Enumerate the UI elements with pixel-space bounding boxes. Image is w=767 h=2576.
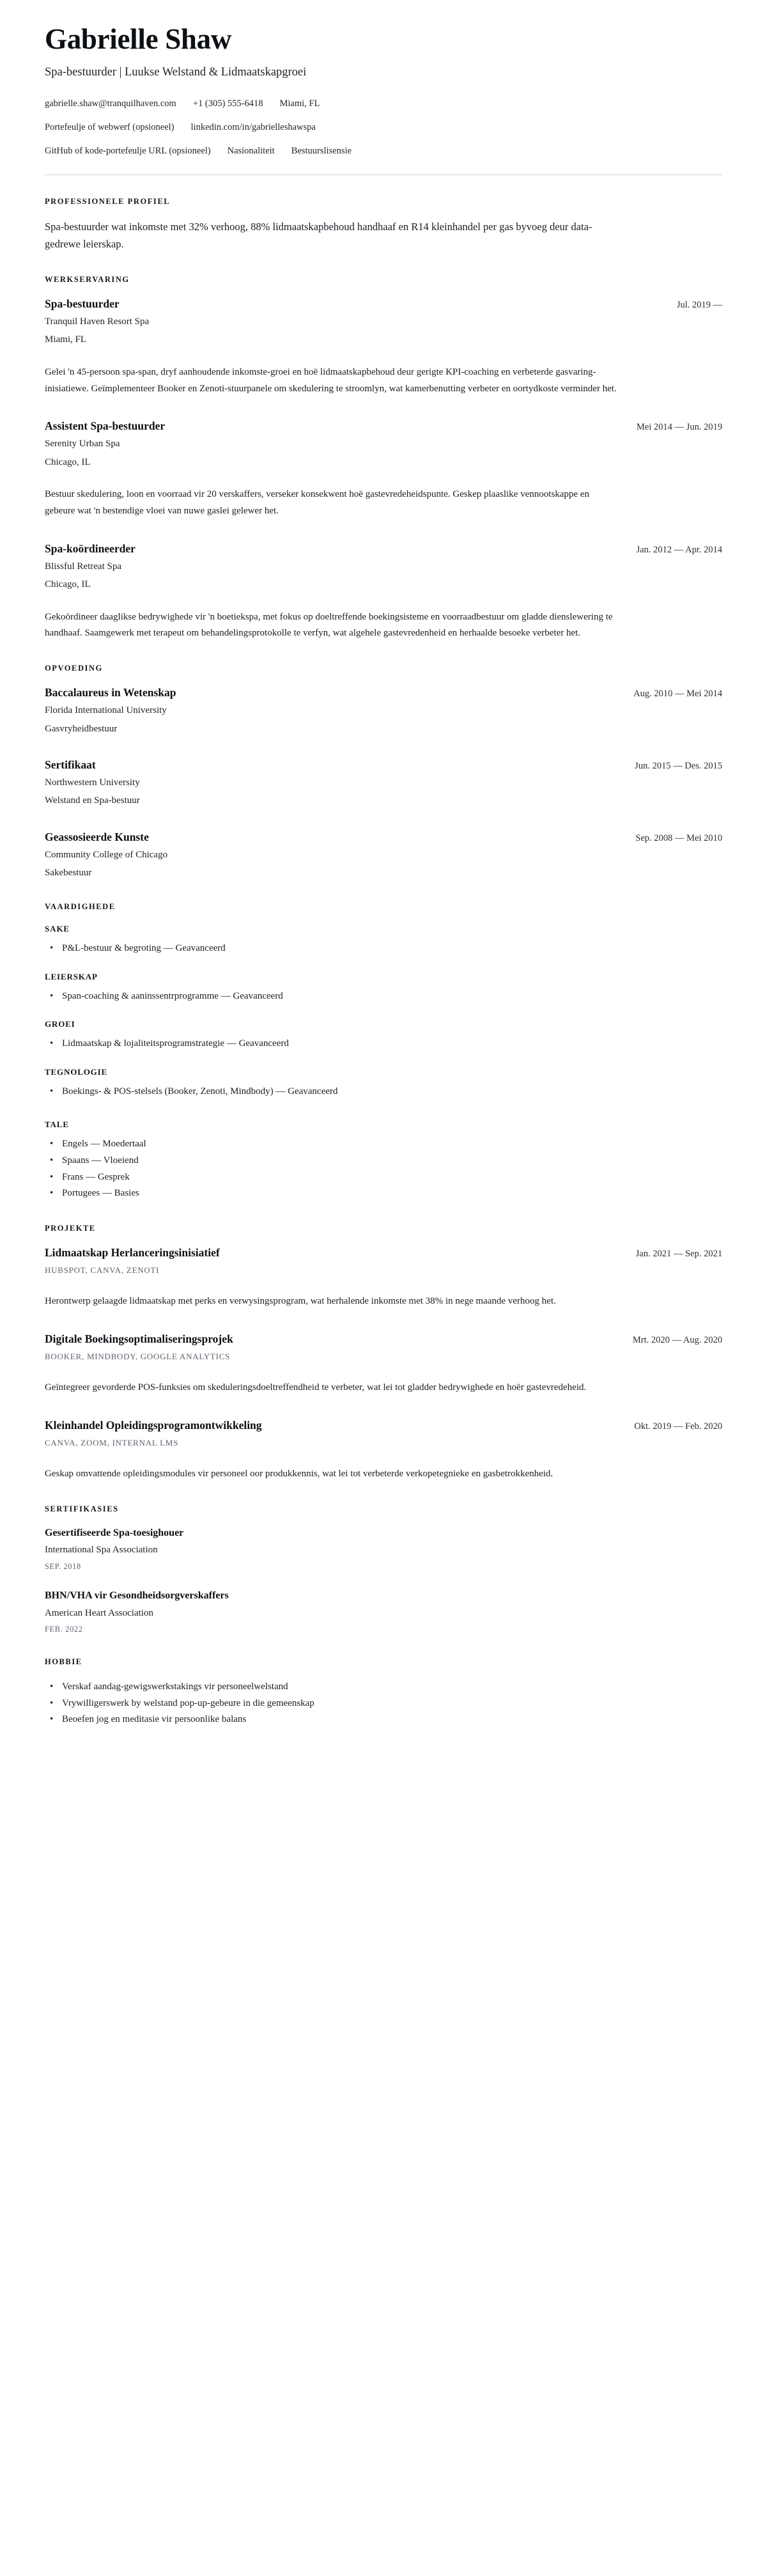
contact-row — [45, 97, 722, 111]
project-entry — [45, 1245, 722, 1310]
resume-header — [45, 24, 722, 158]
education-school: Florida International University — [45, 705, 167, 716]
experience-description: Bestuur skedulering, loon en voorraad vir 20 verskaffers, verseker konsekwent hoë gastevredeheidspunte. Geskep plaaslike vennootskappe en gebeure wat 'n bestendige vloei van nuwe gaslei gelewer het. — [45, 489, 589, 516]
skills-item-list — [45, 1036, 722, 1052]
section-title-hobbies: HOBBIE — [45, 1657, 82, 1666]
experience-entry-head — [45, 419, 722, 433]
experience-company: Blissful Retreat Spa — [45, 561, 121, 572]
education-field: Gasvryheidbestuur — [45, 723, 118, 734]
project-entry-head — [45, 1418, 722, 1433]
skills-group-title: SAKE — [45, 923, 70, 933]
language-item: • Portugees — Basies — [45, 1185, 722, 1202]
skills-item-list — [45, 1084, 722, 1100]
section-projects — [45, 1224, 722, 1482]
experience-location: Chicago, IL — [45, 457, 91, 467]
education-entry — [45, 758, 722, 808]
skills-groups — [45, 924, 722, 1100]
skills-group-title-languages: TALE — [45, 1119, 69, 1129]
skills-item: • Boekings- & POS-stelsels (Booker, Zenoti, Mindbody) — Geavanceerd — [45, 1084, 722, 1100]
project-description: Geïntegreer gevorderde POS-funksies om skeduleringsdoeltreffendheid te verbeter, wat lei tot gladder bedrywighede en hoër gastevredeheid. — [45, 1382, 587, 1393]
certification-name: BHN/VHA vir Gesondheidsorgverskaffers — [45, 1590, 229, 1602]
certifications-list — [45, 1526, 722, 1635]
experience-role: Spa-koördineerder — [45, 542, 136, 555]
education-date: Sep. 2008 — Mei 2010 — [635, 832, 722, 843]
skills-group-title: LEIERSKAP — [45, 971, 98, 981]
contact-item[interactable]: Bestuurslisensie — [291, 145, 352, 156]
contact-row — [45, 121, 722, 135]
projects-list — [45, 1245, 722, 1482]
education-school: Northwestern University — [45, 777, 140, 788]
education-entry-head — [45, 685, 722, 700]
project-date: Mrt. 2020 — Aug. 2020 — [632, 1334, 722, 1345]
section-title-certifications: SERTIFIKASIES — [45, 1504, 119, 1513]
contact-item[interactable]: Portefeulje of webwerf (opsioneel) — [45, 121, 174, 132]
languages-block — [45, 1120, 722, 1202]
profile-summary-text: Spa-bestuurder wat inkomste met 32% verhoog, 88% lidmaatskapbehoud handhaaf en R14 kleinhandel per gas byvoeg deur data-gedrewe leierskap. — [45, 221, 593, 251]
education-entry — [45, 685, 722, 736]
contact-item[interactable]: Nasionaliteit — [227, 145, 275, 156]
section-title-experience: WERKSERVARING — [45, 274, 130, 284]
project-tags: HUBSPOT, CANVA, ZENOTI — [45, 1265, 160, 1275]
contact-item[interactable]: Miami, FL — [279, 98, 320, 109]
experience-company: Tranquil Haven Resort Spa — [45, 316, 150, 327]
contact-item[interactable]: GitHub of kode-portefeulje URL (opsioneel) — [45, 145, 211, 156]
skills-item-list — [45, 941, 722, 957]
project-description: Herontwerp gelaagde lidmaatskap met perks en verwysingsprogram, wat herhalende inkomste met 38% in nege maande verhoog het. — [45, 1296, 556, 1307]
hobby-list — [45, 1679, 722, 1728]
project-name: Kleinhandel Opleidingsprogramontwikkeling — [45, 1418, 262, 1432]
project-entry — [45, 1418, 722, 1483]
experience-role: Assistent Spa-bestuurder — [45, 419, 166, 433]
section-title-education: OPVOEDING — [45, 664, 103, 673]
education-date: Aug. 2010 — Mei 2014 — [633, 689, 722, 699]
contact-item[interactable]: +1 (305) 555-6418 — [192, 98, 263, 109]
certification-entry — [45, 1589, 722, 1635]
contact-item[interactable]: gabrielle.shaw@tranquilhaven.com — [45, 98, 176, 109]
project-name: Digitale Boekingsoptimaliseringsprojek — [45, 1332, 233, 1345]
experience-description: Gelei 'n 45-persoon spa-span, dryf aanhoudende inkomste-groei en hoë lidmaatskapbehoud deur gerigte KPI-coaching en verbeterde gasvaring-inisiatiewe. Geïmplementeer Booker en Zenoti-stuurpanele om skedulering te stroomlyn, wat kamerbenutting verbeter en oortydkoste verminder het. — [45, 366, 617, 394]
experience-description: Gekoördineer daaglikse bedrywighede vir 'n boetiekspa, met fokus op doeltreffende boekingsisteme en voorraadbestuur om gladde dienslewering te handhaaf. Saamgewerk met terapeut om behandelingsprotokolle te verfyn, wat algehele gastevredenheid en herhaalde besoeke verbeter het. — [45, 611, 613, 639]
hobby-item: • Verskaf aandag-gewigswerkstakings vir personeelwelstand — [45, 1679, 722, 1696]
education-list — [45, 685, 722, 880]
project-description: Geskap omvattende opleidingsmodules vir personeel oor produkkennis, wat lei tot verbeterde verkopetegnieke en gasbetrokkenheid. — [45, 1468, 554, 1479]
candidate-headline: Spa-bestuurder | Luukse Welstand & Lidmaatskapgroei — [45, 66, 307, 79]
education-field: Sakebestuur — [45, 868, 92, 878]
skills-group — [45, 972, 722, 1005]
contact-row — [45, 144, 722, 159]
skills-group — [45, 1067, 722, 1100]
experience-entry — [45, 419, 722, 519]
hobby-item: • Vrywilligerswerk by welstand pop-up-gebeure in die gemeenskap — [45, 1696, 722, 1712]
experience-location: Chicago, IL — [45, 579, 91, 590]
skills-group — [45, 1019, 722, 1052]
project-date: Jan. 2021 — Sep. 2021 — [635, 1249, 722, 1260]
project-tags: CANVA, ZOOM, INTERNAL LMS — [45, 1437, 179, 1448]
project-tags: BOOKER, MINDBODY, GOOGLE ANALYTICS — [45, 1351, 231, 1361]
education-school: Community College of Chicago — [45, 849, 168, 860]
section-title-profile: PROFESSIONELE PROFIEL — [45, 197, 171, 207]
experience-date: Mei 2014 — Jun. 2019 — [636, 422, 722, 433]
section-education — [45, 664, 722, 880]
language-item: • Spaans — Vloeiend — [45, 1153, 722, 1169]
experience-location: Miami, FL — [45, 334, 87, 345]
project-date: Okt. 2019 — Feb. 2020 — [634, 1421, 722, 1432]
skills-group-title: TEGNOLOGIE — [45, 1067, 108, 1077]
section-title-projects: PROJEKTE — [45, 1224, 96, 1233]
language-list — [45, 1136, 722, 1202]
section-skills — [45, 902, 722, 1202]
education-field: Welstand en Spa-bestuur — [45, 795, 140, 806]
hobby-item: • Beoefen jog en meditasie vir persoonlike balans — [45, 1712, 722, 1728]
education-entry-head — [45, 830, 722, 845]
skills-item: • Lidmaatskap & lojaliteitsprogramstrategie — Geavanceerd — [45, 1036, 722, 1052]
experience-entry-head — [45, 297, 722, 311]
skills-group — [45, 924, 722, 957]
certification-name: Gesertifiseerde Spa-toesighouer — [45, 1527, 184, 1538]
experience-entry — [45, 297, 722, 397]
certification-issuer: International Spa Association — [45, 1545, 158, 1556]
education-degree: Sertifikaat — [45, 758, 96, 772]
education-entry — [45, 830, 722, 880]
section-certifications — [45, 1504, 722, 1635]
certification-issuer: American Heart Association — [45, 1607, 153, 1618]
project-name: Lidmaatskap Herlanceringsinisiatief — [45, 1246, 220, 1260]
experience-entry-head — [45, 542, 722, 556]
education-entry-head — [45, 758, 722, 772]
experience-role: Spa-bestuurder — [45, 297, 120, 310]
contact-item[interactable]: linkedin.com/in/gabrielleshawspa — [190, 121, 316, 132]
education-degree: Geassosieerde Kunste — [45, 830, 149, 843]
language-item: • Frans — Gesprek — [45, 1169, 722, 1186]
education-degree: Baccalaureus in Wetenskap — [45, 686, 176, 699]
section-hobbies — [45, 1657, 722, 1728]
education-date: Jun. 2015 — Des. 2015 — [635, 761, 722, 772]
certification-date: SEP. 2018 — [45, 1561, 81, 1571]
skills-item-list — [45, 988, 722, 1005]
experience-company: Serenity Urban Spa — [45, 439, 120, 449]
language-item: • Engels — Moedertaal — [45, 1136, 722, 1153]
experience-list — [45, 297, 722, 642]
skills-item: • P&L-bestuur & begroting — Geavanceerd — [45, 941, 722, 957]
contact-block — [45, 97, 722, 158]
experience-date: Jul. 2019 — — [676, 299, 722, 310]
project-entry-head — [45, 1245, 722, 1260]
section-professional-profile — [45, 197, 722, 253]
experience-entry — [45, 542, 722, 642]
section-work-experience — [45, 275, 722, 642]
skills-group-title: GROEI — [45, 1019, 75, 1029]
project-entry — [45, 1332, 722, 1396]
candidate-name: Gabrielle Shaw — [45, 23, 232, 55]
project-entry-head — [45, 1332, 722, 1347]
section-title-skills: VAARDIGHEDE — [45, 902, 116, 911]
certification-date: FEB. 2022 — [45, 1625, 83, 1634]
skills-item: • Span-coaching & aaninssentrprogramme — Geavanceerd — [45, 988, 722, 1005]
certification-entry — [45, 1526, 722, 1573]
experience-date: Jan. 2012 — Apr. 2014 — [636, 544, 722, 555]
